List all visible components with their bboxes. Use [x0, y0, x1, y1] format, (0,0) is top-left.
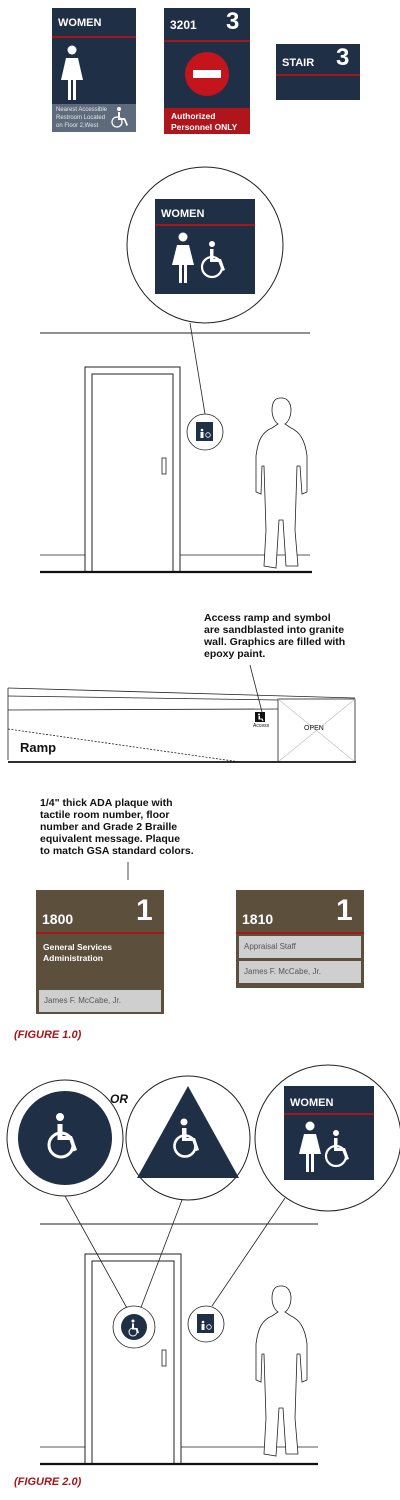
figure-2-caption: (FIGURE 2.0): [14, 1476, 82, 1488]
floor-number: 3: [226, 8, 240, 35]
plaque-1810-line1: Appraisal Staff: [244, 942, 296, 951]
plaque-note: 1/4" thick ADA plaque with tactile room number, floor number and Grade 2 Braille equivalent message. Plaque to match GSA standard colors.: [40, 797, 194, 857]
figure-1-caption: (FIGURE 1.0): [14, 1029, 82, 1041]
nearest-note-line3: on Floor 2,West: [56, 123, 99, 129]
woman-and-wheelchair-icon: [284, 1086, 374, 1180]
plaque-1800-name-line2: Administration: [43, 953, 103, 963]
plaque-1810-floor: 1: [336, 894, 353, 927]
fig2-women-title: WOMEN: [290, 1097, 334, 1109]
open-label: OPEN: [304, 725, 324, 732]
plaque-1800-floor: 1: [136, 894, 153, 927]
ramp-label: Ramp: [20, 740, 57, 755]
ramp-note: Access ramp and symbol are sandblasted into granite wall. Graphics are filled with epoxy paint.: [204, 612, 346, 660]
women-accessible-sign-fig2: [284, 1086, 374, 1180]
plaque-1800-name-line1: General Services: [43, 942, 112, 952]
women-sign-title: WOMEN: [58, 17, 102, 29]
stair-number: 3: [336, 44, 350, 71]
or-label: OR: [110, 1092, 128, 1106]
room-number: 3201: [170, 18, 197, 32]
nearest-note-line2: Restroom Located: [56, 115, 106, 121]
warning-line2: Personnel ONLY: [171, 122, 238, 132]
plaque-1810-person: James F. McCabe, Jr.: [244, 967, 321, 976]
plaque-1800-room: 1800: [42, 911, 74, 927]
plaque-1800-person: James F. McCabe, Jr.: [44, 996, 121, 1005]
stair-label: STAIR: [282, 57, 315, 69]
detail-women-title: WOMEN: [161, 208, 205, 220]
nearest-note-line1: Nearest Accessible: [56, 107, 108, 113]
plaque-1810-room: 1810: [242, 911, 274, 927]
warning-line1: Authorized: [171, 111, 216, 121]
access-label: Access: [253, 723, 270, 729]
